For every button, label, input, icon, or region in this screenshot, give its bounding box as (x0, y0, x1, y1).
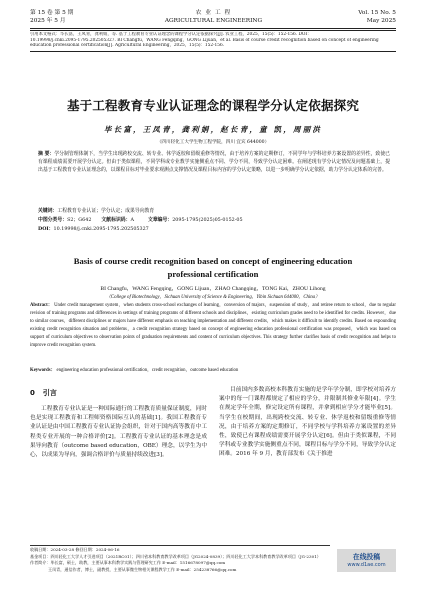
paper-title-en-line-2: professional certification (167, 269, 259, 279)
article-number-label: 文章编号： (147, 217, 173, 223)
abstract-cn-label: 摘 要： (38, 151, 55, 157)
affiliation-cn: （四川轻化工大学生物工程学院，四川 宜宾 644000） (156, 140, 270, 145)
header-journal-en: AGRICULTURAL ENGINEERING (164, 18, 263, 24)
abstract-cn (38, 150, 390, 174)
paper-title-en-line-1: Basis of course credit recognition based on concept of engineering education (73, 256, 353, 266)
section-heading (30, 388, 57, 398)
column-right (219, 386, 396, 460)
abstract-en (30, 302, 396, 351)
footnote-dates: 收稿日期：2024-03-28 修回日期：2024-06-16 (30, 547, 120, 552)
header-date-cn: 2025 年 5 月 (30, 18, 66, 24)
abstract-en-label: Abstract： (30, 303, 53, 308)
online-submission-label: 在线投稿 (352, 553, 381, 561)
affiliation-en: （College of Biotechnology，Sichuan University of Science & Engineering，Yibin Sichuan 644000，China） (106, 295, 320, 300)
doc-code-label: 文献标识码： (101, 217, 131, 223)
citation-block (30, 32, 398, 49)
footnotes (30, 547, 330, 573)
abstract-cn-text: 学分制管理体制下，当学生出现跨校交流、转专业、休学返校和留级重修等情况，由于培养方案的定期修订，不同学年与学科培养方案设置的差异性，致使已有课程成绩需要开展学分认定。但由于类似课程，不同学科或专业教学实施侧重点不同、学分不同，导致学分认定困难。在阐述现有学分认定情况及问题基础上，提出基于工程教育专业认证理念的，以课程目标对毕业要求观测点支撑情况及课程目标内容的学分认定策略，以进一步明确学分认定依据，助力学分认定体系的完善。 (38, 151, 391, 173)
header-volume-en: Vol. 15 No. 5 (358, 10, 396, 16)
keywords-cn-text: 工程教育专业认证；学分认定；成果导向教育 (57, 208, 155, 214)
footnote-rule (30, 545, 330, 546)
citation-line-1: 引用本文格式：毕长富，王凤青，龚利娟，等. 基于工程教育专业认证理念的课程学分认定依据探究[J]. 农业工程，2025，15(5)：152-156. DOI： (30, 32, 312, 37)
paragraph: 工程教育专业认证是一种国际通行的工程教育质量保证制度，同时也是实现工程教育和工程师资格国际互认的基础[1]。我国工程教育专业认证是由中国工程教育专业认证协会组织，针对于国内高等教育中工程类专业开展的一种合格评价[2]。工程教育专业认证的基本理念是成果导向教育（outcome based education，OBE）理念，以学生为中心，以成果为导向，强调合格评价与质量持续改进[3]。 (30, 406, 207, 459)
keywords-en (30, 367, 396, 375)
doi-label: DOI： (38, 226, 54, 232)
keywords-en-text: engineering education professional certification，credit recognition，outcome based education (56, 368, 239, 373)
header-volume-cn: 第 15 卷 第 5 期 (30, 10, 74, 16)
header-rule-bottom (30, 30, 396, 31)
footnote-author-1: 作者简介：毕长富，硕士，助教，主要从事本科教学实践与管理研究工作 E-mail：1516678097@qq.com (30, 560, 226, 566)
doi-value: 10.19998/j.cnki.2095-1795.202505327 (53, 226, 149, 232)
keywords-en-label: Keywords： (30, 368, 56, 373)
keywords-cn-label: 关键词： (38, 208, 58, 214)
doi-cn (38, 225, 390, 233)
paper-title-en (30, 255, 396, 281)
citation-line-3: education professional certification[J]. Agricultural Engineering，2025，15(5)：152-156. (30, 43, 225, 49)
article-number-value: 2095-1795(2025)05-0152-05 (172, 217, 243, 223)
section-number: 0 (30, 389, 35, 397)
footnote-funding: 基金项目：四川轻化工大学人才引进项目（2021RC01）；四川省本科教育教学改革项目（JG2024-0839）；四川轻化工大学本科教育教学改革项目（JG-2301） (30, 553, 321, 559)
keywords-cn (38, 207, 390, 215)
online-submission-badge[interactable] (337, 549, 396, 572)
doc-code-value: A (130, 217, 134, 223)
footnote-author-2: 王凤青，通信作者，博士，副教授，主要从事微生物相关课程教学工作 E-mail：254238766@qq.com (48, 566, 237, 572)
citation-rule (30, 51, 396, 52)
citation-line-2: 10.19998/j.cnki.2095-1795.202505327. BI Changfu，WANG Fengqing，GONG Lijuan，et al. Basis of course credit recognition based on concept of engineering (30, 37, 379, 43)
section-title: 引言 (42, 389, 57, 397)
header-journal-cn: 农 业 工 程 (195, 10, 232, 16)
header-rule-top (30, 28, 396, 29)
clc-label: 中图分类号： (38, 217, 68, 223)
abstract-en-text: Under credit management system，when students cross-school exchanges of learning，conversion of majors，suspension of study，and retiree return to school，due to regular revision of training programs and differences in settings of training programs of different schools and disciplines，existing curriculum grades need to be identified for credits. However，due to similar courses，different disciplines or majors have different emphasis on teaching implementation and different credits，which makes it difficult to identify credits. Based on expounding existing credit recognition situation and problems，a credit recognition strategy based on concept of engineering education professional certification was proposed，which was based on support of curriculum objectives to observation points of graduation requirements and content of curriculum objectives. This strategy further clarifies basis of credit recognition and helps to improve credit recognition system. (30, 303, 396, 349)
authors-en: BI Changfu，WANG Fengqing，GONG Lijuan，ZHAO Changqing，TONG Kai，ZHOU Lihong (100, 286, 326, 292)
paragraph: 目前国内多数高校本科教育实施的是学年学分制，即学校对培养方案中的每一门课程都规定了相应的学分，并限制其修业年限[4]。学生在规定学年全期，修完设定所有课程，并拿到相应学分才能毕业[5]。当学生在校期间，出现跨校交流、转专业、休学返校和留级重修等情况，由于培养方案的定期修订，不同学校与学科培养方案设置的差异性，致使已有课程成绩需要开展学分认定[6]。但由于类似课程，不同学科或专业教学实施侧重点不同，课程目标与学分不同，导致学分认定困难。2016 年 9 月，教育部发布《关于推进 (219, 387, 396, 458)
authors-cn: 毕长富，王凤青，龚利娟，赵长青，童 凯，周丽洪 (103, 125, 323, 134)
paper-title-cn: 基于工程教育专业认证理念的课程学分认定依据探究 (66, 98, 360, 113)
column-left (30, 405, 207, 460)
clc-value: S2；G642 (67, 217, 92, 223)
submission-url[interactable]: www.d1ae.com (347, 562, 386, 568)
header-date-en: May 2025 (366, 18, 396, 24)
classification-cn (38, 216, 390, 224)
